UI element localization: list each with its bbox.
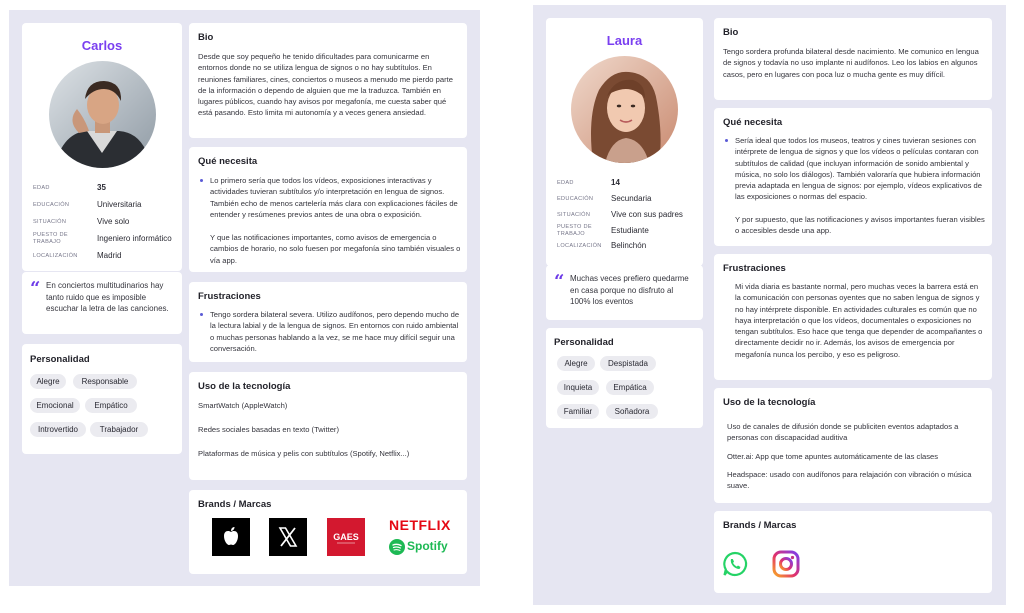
needs-item: Y que las notificaciones importantes, como avisos de emergencia o cambios de horario, no solo fuesen por megafonía sino también visuales o vía app.: [210, 233, 461, 265]
info-list: [33, 183, 181, 269]
needs-item: Sería ideal que todos los museos, teatros y cines tuvieran sesiones con intérprete de lengua de signos y que los vídeos o películas contaran con subtítulos de calidad (que incluyan información de sonido ambiental y música, no solo los diálogos). También valoraría que hubiera información previa adaptada en lengua de signos: por ejemplo, vídeos explicativos de las exposiciones o normas del espacio.: [723, 135, 987, 203]
personality-card: [22, 344, 182, 454]
trait-chip: Empática: [606, 380, 654, 395]
persona-name: Carlos: [81, 38, 123, 53]
info-value: Vive solo: [97, 217, 130, 226]
info-label: EDUCACIÓN: [557, 196, 594, 202]
tech-item: Headspace: usado con audífonos para relajación con vibración o música suave.: [727, 470, 972, 491]
profile-card: [22, 23, 182, 271]
needs-list: [723, 135, 987, 203]
info-label: EDAD: [33, 185, 50, 191]
info-value: Secundaria: [611, 194, 652, 203]
tech-card: [189, 372, 467, 480]
trait-chip: Inquieta: [557, 380, 599, 395]
section-title: Uso de la tecnología: [198, 381, 291, 392]
info-label: PUESTO DE TRABAJO: [557, 224, 592, 237]
netflix-logo-text: NETFLIX: [389, 517, 451, 533]
persona-quote: Muchas veces prefiero quedarme en casa porque no disfruto al 100% los eventos: [570, 274, 689, 306]
bio-text: Desde que soy pequeño he tenido dificultades para comunicarme en entornos donde no se utiliza lengua de signos o no hay subtítulos. En reuniones familiares, cines, conciertos o museos a menudo me pierdo parte de la información o dependo de alguien que me la traduzca. También en lugares públicos, cuando hay avisos por megafonía, me cuesta saber qué está pasando. Esto limita mi autonomía y a veces genera ansiedad.: [198, 52, 453, 118]
section-title: Personalidad: [554, 337, 614, 348]
frustrations-item: Tengo sordera bilateral severa. Utilizo audífonos, pero dependo mucho de la lectura labial y de la lengua de signos. En entornos con ruido ambiental o muchas personas hablando a la vez, se me hace muy difícil seguir una conversación.: [198, 309, 462, 354]
section-title: Frustraciones: [723, 263, 786, 274]
info-label: EDUCACIÓN: [33, 202, 70, 208]
trait-chip: Empático: [85, 398, 137, 413]
tech-item: Redes sociales basadas en texto (Twitter): [198, 425, 339, 434]
section-title: Bio: [723, 27, 739, 38]
info-value: Universitaria: [97, 200, 142, 209]
frustrations-list: [198, 309, 462, 354]
quote-icon: “: [30, 278, 41, 299]
trait-chip: Responsable: [73, 374, 137, 389]
needs-card: [714, 108, 992, 246]
info-value: 35: [97, 183, 106, 192]
apple-logo-icon: [212, 518, 250, 556]
needs-list: [198, 175, 462, 220]
needs-card: [189, 147, 467, 272]
brands-card: [714, 511, 992, 593]
section-title: Bio: [198, 32, 214, 43]
trait-chip: Soñadora: [606, 404, 658, 419]
frustrations-card: [189, 282, 467, 362]
info-label: SITUACIÓN: [33, 219, 67, 225]
avatar-photo: [571, 56, 678, 163]
info-value: Ingeniero informático: [97, 234, 172, 243]
info-value: Estudiante: [611, 226, 649, 235]
quote-card: [22, 272, 182, 334]
tech-item: SmartWatch (AppleWatch): [198, 401, 288, 410]
quote-icon: “: [554, 271, 565, 292]
spotify-logo-text: Spotify: [407, 539, 448, 553]
tech-item: Uso de canales de difusión donde se publiciten eventos adaptados a personas con discapacidad auditiva: [727, 422, 959, 443]
trait-chip: Familiar: [557, 404, 599, 419]
section-title: Frustraciones: [198, 291, 261, 302]
profile-card: [546, 18, 703, 266]
info-value: Madrid: [97, 251, 122, 260]
instagram-logo-icon: [772, 550, 800, 578]
info-value: Vive con sus padres: [611, 210, 683, 219]
info-label: PUESTO DE TRABAJO: [33, 232, 68, 245]
info-label: SITUACIÓN: [557, 212, 591, 218]
info-value: Belinchón: [611, 241, 647, 250]
quote-card: [546, 265, 703, 320]
tech-card: [714, 388, 992, 503]
section-title: Qué necesita: [198, 156, 258, 167]
section-title: Uso de la tecnología: [723, 397, 816, 408]
needs-item: Lo primero sería que todos los vídeos, exposiciones interactivas y actividades tuvieran subtítulos y/o interpretación en lengua de signos. También echo de menos cartelería más clara con explicaciones fáciles de entender y resúmenes previos antes de una obra o exposición.: [198, 175, 462, 220]
bio-card: [714, 18, 992, 100]
bio-card: [189, 23, 467, 138]
trait-chip: Alegre: [557, 356, 595, 371]
section-title: Brands / Marcas: [723, 520, 797, 531]
bio-text: Tengo sordera profunda bilateral desde nacimiento. Me comunico en lengua de signos y todavía no uso implante ni audífonos. Leo los labios en algunos casos, pero en lugares con poca luz o mucha gente es muy difícil.: [723, 47, 979, 79]
needs-item: Y por supuesto, que las notificaciones y avisos importantes fueran visibles o accesibles desde una app.: [735, 215, 985, 236]
trait-chip: Introvertido: [30, 422, 86, 437]
trait-chip: Emocional: [30, 398, 80, 413]
persona-quote: En conciertos multitudinarios hay tanto ruido que es imposible escuchar la letra de las canciones.: [46, 281, 169, 313]
x-logo-icon: [269, 518, 307, 556]
frustrations-text: Mi vida diaria es bastante normal, pero muchas veces la barrera está en la comunicación con personas oyentes que no saben lengua de signos y no hay intérprete disponible. En actividades culturales es común que no haya interpretación o que los vídeos, documentales o exposiciones no tengan subtítulos. Eso hace que tenga que depender de acompañantes o directamente decidir no ir. Además, los avisos de emergencia por megafonía nunca los percibo, y eso es peligroso.: [735, 282, 983, 359]
netflix-logo-icon: [389, 517, 453, 535]
persona-board-carlos: [9, 10, 480, 586]
info-label: LOCALIZACIÓN: [33, 253, 78, 259]
info-label: LOCALIZACIÓN: [557, 243, 602, 249]
spotify-logo-icon: [389, 539, 457, 557]
whatsapp-logo-icon: [721, 550, 749, 578]
tech-item: Plataformas de música y pelis con subtítulos (Spotify, Netflix...): [198, 449, 410, 458]
trait-chip: Trabajador: [90, 422, 148, 437]
frustrations-card: [714, 254, 992, 380]
avatar-photo: [49, 61, 156, 168]
section-title: Qué necesita: [723, 117, 783, 128]
personality-card: [546, 328, 703, 428]
gaes-logo-text: GAES: [333, 532, 359, 542]
brands-card: [189, 490, 467, 574]
info-label: EDAD: [557, 180, 574, 186]
persona-board-laura: [533, 5, 1006, 605]
trait-chip: Alegre: [30, 374, 66, 389]
info-list: [557, 178, 703, 264]
section-title: Personalidad: [30, 354, 90, 365]
section-title: Brands / Marcas: [198, 499, 272, 510]
persona-name: Laura: [606, 33, 643, 48]
info-value: 14: [611, 178, 620, 187]
gaes-logo-icon: [327, 518, 365, 556]
trait-chip: Despistada: [600, 356, 656, 371]
tech-item: Otter.ai: App que tome apuntes automáticamente de las clases: [727, 452, 939, 461]
